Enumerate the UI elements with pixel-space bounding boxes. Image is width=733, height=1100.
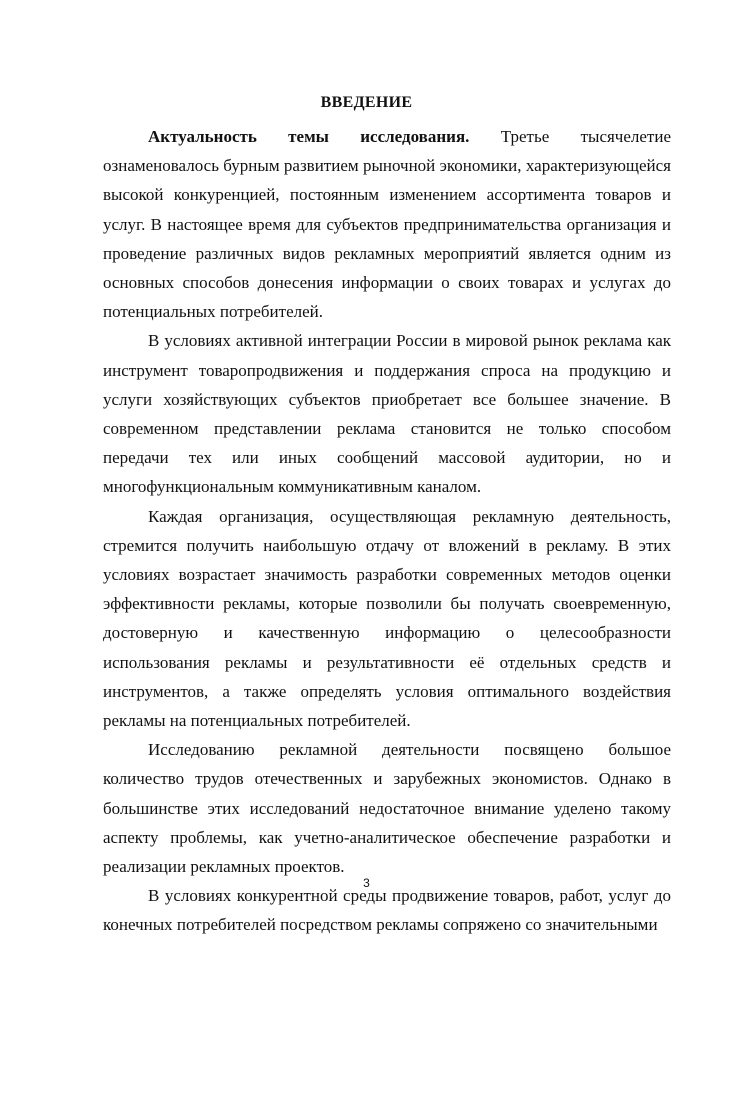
paragraph-competition: В условиях конкурентной среды продвижение товаров, работ, услуг до конечных потребителей посредством рекламы сопряжено со значительными — [103, 886, 671, 935]
paragraph-research: Исследованию рекламной деятельности посвящено большое количество трудов отечественных и зарубежных экономистов. Однако в большинстве этих исследований недостаточное внимание уделено такому аспекту проблемы, как учетно-аналитическое обеспечение разработки и реализации рекламных проектов. — [103, 740, 671, 877]
body-text — [103, 122, 671, 940]
paragraph-effectiveness: Каждая организация, осуществляющая рекламную деятельность, стремится получить наибольшую отдачу от вложений в рекламу. В этих условиях возрастает значимость разработки современных методов оценки эффективности рекламы, которые позволили бы получать своевременную, достоверную и качественную информацию о целесообразности использования рекламы и результативности её отдельных средств и инструментов, а также определять условия оптимального воздействия рекламы на потенциальных потребителей. — [103, 506, 671, 731]
page-title: ВВЕДЕНИЕ — [320, 94, 413, 111]
paragraph-relevance — [103, 122, 671, 326]
paragraph-lead: Актуальность темы исследования. — [148, 127, 470, 146]
page-number: 3 — [363, 876, 370, 890]
paragraph-text: Третье тысячелетие ознаменовалось бурным развитием рыночной экономики, характеризующейся высокой конкуренцией, постоянным изменением ассортимента товаров и услуг. В настоящее время для субъектов предпринимательства организация и проведение различных видов рекламных мероприятий является одним из основных способов донесения информации о своих товарах и услугах до потенциальных потребителей. — [103, 127, 672, 322]
paragraph-integration: В условиях активной интеграции России в мировой рынок реклама как инструмент товаропродвижения и поддержания спроса на продукцию и услуги хозяйствующих субъектов приобретает все большее значение. В современном представлении реклама становится не только способом передачи тех или иных сообщений массовой аудитории, но и многофункциональным коммуникативным каналом. — [103, 331, 671, 497]
